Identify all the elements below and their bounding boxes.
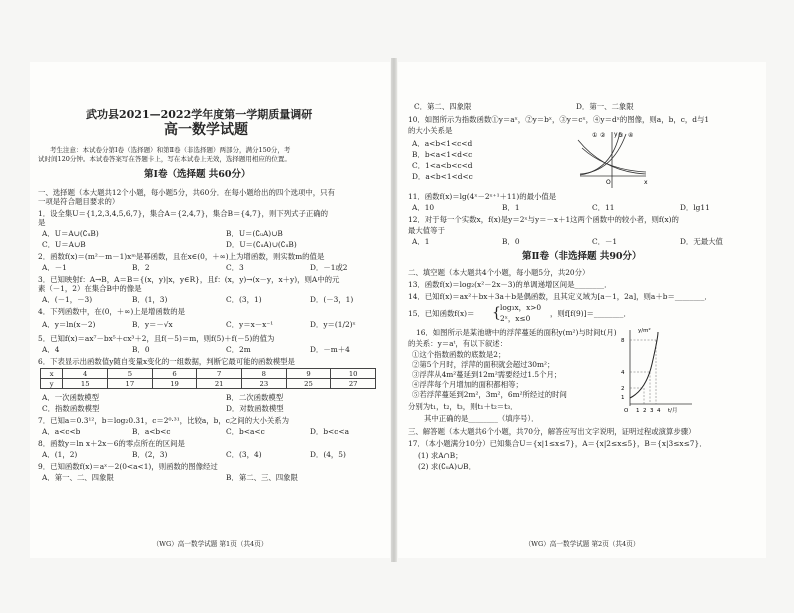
q2-option-b: B．2: [132, 263, 150, 272]
q16-stem-2: 的关系：y＝aᵗ，有以下叙述：: [408, 339, 508, 348]
q6-option-b: B．二次函数模型: [226, 393, 284, 402]
q15-case-1: log₃x，x>0: [500, 303, 542, 312]
q1-option-d: D．U＝(∁ᵤA)∪(∁ᵤB): [226, 240, 297, 249]
q3-option-d: D．(－3，1): [310, 295, 354, 304]
q15-case-2: 2ˣ，x≤0: [500, 314, 531, 323]
q10-option-d: D．a<b<1<d<c: [412, 172, 473, 181]
q10-exponential-figure: [572, 128, 652, 190]
left-page: [30, 62, 390, 558]
section1-text: 一、选择题（本大题共12个小题，每小题5分，共60分．在每小题给出的四个选项中，只有: [38, 188, 335, 197]
table-cell: 15: [63, 379, 108, 389]
q16-growth-figure: [616, 324, 698, 416]
q12-stem: 12．对于每一个实数x，f(x)是y＝2ˣ与y＝－x＋1这两个函数中的较小者，则f(x)的: [408, 215, 679, 224]
exam-subject: 高一数学试题: [164, 122, 248, 138]
table-cell: 7: [197, 369, 242, 379]
q5-option-a: A．4: [42, 345, 60, 354]
q4-option-b: B．y＝－√x: [132, 320, 173, 329]
q2-option-c: C．3: [226, 263, 244, 272]
q3-option-c: C．(3，1): [226, 295, 262, 304]
q5-stem: 5．已知f(x)＝ax⁷－bx⁵＋cx³＋2，且f(－5)＝m，则f(5)＋f(－5)的值为: [38, 334, 275, 343]
q10-stem-2: 的大小关系是: [408, 126, 453, 135]
figure-y-label: y: [614, 131, 618, 138]
table-cell: 21: [197, 379, 242, 389]
q16-statement: ③浮萍从4m²蔓延到12m²需要经过1.5个月；: [412, 370, 562, 379]
q8-option-c: C．(3，4): [226, 450, 262, 459]
table-cell: 23: [242, 379, 287, 389]
q5-option-d: D．－m＋4: [310, 345, 350, 354]
q14-stem: 14．已知f(x)＝ax²＋bx＋3a＋b是偶函数，且其定义域为[a－1，2a]，则a＋b＝________．: [408, 292, 712, 301]
figure-x-label: t/月: [668, 408, 678, 414]
page-fold: [391, 58, 397, 562]
figure-x-tick: 2: [643, 408, 647, 414]
q6-option-d: D．对数函数模型: [226, 404, 284, 413]
q15-brace: {: [492, 305, 501, 321]
figure-label: ④: [628, 132, 634, 139]
q16-answer-line: 其中正确的是________（填序号）．: [424, 414, 539, 423]
q12-option-b: B．0: [502, 237, 520, 246]
figure-y-tick: 8: [621, 338, 625, 344]
q6-data-table: [40, 368, 376, 389]
figure-origin: O: [606, 179, 611, 186]
q8-option-d: D．(4，5): [310, 450, 346, 459]
q7-option-b: B．a<b<c: [132, 427, 171, 436]
figure-y-tick: 4: [621, 370, 625, 376]
q9-option-a: A．第一、二、四象限: [42, 473, 114, 482]
table-cell: 8: [242, 369, 287, 379]
q2-stem: 2．函数f(x)＝(m²－m－1)xᵐ是幂函数，且在x∈(0，＋∞)上为增函数，则实数m的值是: [38, 252, 325, 261]
q4-option-c: C．y＝x－x⁻¹: [226, 320, 274, 329]
q16-statement: ⑤若浮萍蔓延到2m²，3m²，6m²所经过的时间: [412, 390, 567, 399]
q7-stem: 7．已知a＝0.3¹²，b＝log₂0.31，c＝2⁰·³¹，比较a，b，c之间的大小关系为: [38, 416, 290, 425]
q16-statement: ①这个指数函数的底数是2；: [412, 350, 506, 359]
q1-stem-2: 是: [38, 218, 46, 227]
q7-option-a: A．a<c<b: [42, 427, 81, 436]
q16-stem: 16．如图所示是某池塘中的浮萍蔓延的面积y(m²)与时间t(月): [416, 328, 617, 337]
q17-stem: 17．（本小题满分10分）已知集合U＝{x|1≤x≤7}，A＝{x|2≤x≤5}，B＝{x|3≤x≤7}．: [408, 439, 707, 448]
q9-option-d: D．第一、二象限: [576, 102, 634, 111]
q4-option-a: A．y＝ln(x－2): [42, 320, 96, 329]
figure-x-tick: 3: [650, 408, 654, 414]
figure-label: ③: [618, 132, 624, 139]
notice-line-1: 考生注意：本试卷分第Ⅰ卷（选择题）和第Ⅱ卷（非选择题）两部分，满分150分，考: [50, 146, 291, 154]
q3-option-b: B．(1，3): [132, 295, 168, 304]
section3-text: 三、解答题（本大题共6个小题，共70分，解答应写出文字说明，证明过程或演算步骤）: [408, 427, 696, 436]
table-cell: 10: [331, 369, 376, 379]
q1-option-a: A．U＝A∪(∁ᵤB): [42, 229, 99, 238]
q16-statement: ②第5个月时，浮萍的面积就会超过30m²；: [412, 360, 555, 369]
q1-stem: 1．设全集U＝{1,2,3,4,5,6,7}，集合A＝{2,4,7}，集合B＝{4,7}，则下列式子正确的: [38, 209, 329, 218]
q10-option-c: C．1<a<b<c<d: [412, 161, 473, 170]
table-cell: 19: [152, 379, 197, 389]
q11-option-b: B．1: [502, 203, 520, 212]
figure-y-label: y/m²: [638, 328, 651, 334]
q8-option-a: A．(1，2): [42, 450, 78, 459]
figure-label: ②: [600, 132, 606, 139]
figure-y-tick: 1: [621, 395, 625, 401]
q3-stem-2: 素（－1，2）在集合B中的像是: [38, 284, 142, 293]
section2-text: 二、填空题（本大题共4个小题，每小题5分，共20分）: [408, 268, 590, 277]
page-footer: （WG）高一数学试题 第2页（共4页）: [524, 540, 640, 548]
q9-option-b: B．第二、三、四象限: [226, 473, 298, 482]
q15-stem: 15．已知函数f(x)＝: [408, 309, 475, 318]
q8-stem: 8．函数y＝ln x＋2x－6的零点所在的区间是: [38, 439, 185, 448]
page-footer: （WG）高一数学试题 第1页（共4页）: [152, 540, 268, 548]
table-cell: 25: [286, 379, 331, 389]
table-cell: 27: [331, 379, 376, 389]
q12-option-c: C．－1: [592, 237, 618, 246]
q10-stem: 10．如图所示为指数函数①y＝aˣ，②y＝bˣ，③y＝cˣ，④y＝dˣ的图像，则a，b，c，d与1: [408, 115, 710, 124]
q6-option-c: C．指数函数模型: [42, 404, 100, 413]
part2-heading: 第Ⅱ卷（非选择题 共90分）: [522, 251, 642, 262]
q13-stem: 13．函数f(x)＝log₂(x²－2x－3)的单调递增区间是________．: [408, 280, 612, 289]
part1-heading: 第Ⅰ卷（选择题 共60分）: [144, 169, 251, 180]
q17-part-2: (2) 求(∁ᵤA)∪B．: [418, 462, 476, 471]
exam-title: 武功县2021—2022学年度第一学期质量调研: [86, 108, 313, 121]
table-cell: 4: [63, 369, 108, 379]
q3-stem: 3．已知映射f：A→B，A＝B＝{(x，y)|x，y∈R}，且f：(x，y)→(x－y，x＋y)，则A中的元: [38, 275, 340, 284]
q12-option-d: D．无最大值: [680, 237, 723, 246]
q11-stem: 11．函数f(x)＝lg(4ˣ－2ˣ⁺¹＋11)的最小值是: [408, 192, 557, 201]
q8-option-b: B．(2，3): [132, 450, 168, 459]
q1-option-c: C．U＝A∪B: [42, 240, 86, 249]
figure-origin: O: [624, 408, 629, 414]
notice-line-2: 试时间120分钟。本试卷答案写在答题卡上，写在本试卷上无效，选择题用相应的位置。: [38, 155, 291, 163]
q11-option-d: D．lg11: [680, 203, 710, 212]
q16-statement: 分别为t₁，t₂，t₃，则t₁＋t₂＝t₃．: [408, 402, 518, 411]
q5-option-c: C．2m: [226, 345, 251, 354]
q4-stem: 4．下列函数中，在(0，＋∞)上是增函数的是: [38, 307, 185, 316]
figure-x-label: x: [644, 179, 648, 186]
table-cell: y: [41, 379, 63, 389]
q12-option-a: A．1: [412, 237, 430, 246]
q7-option-d: D．b<c<a: [310, 427, 349, 436]
q9-stem: 9．已知函数f(x)＝aˣ－2(0<a<1)，则函数的图像经过: [38, 462, 218, 471]
q2-option-d: D．－1或2: [310, 263, 348, 272]
right-page: [398, 62, 766, 558]
q17-part-1: (1) 求A∩B；: [418, 451, 463, 460]
q5-option-b: B．0: [132, 345, 150, 354]
q9-option-c: C．第二、四象限: [414, 102, 472, 111]
figure-label: ①: [592, 132, 598, 139]
q1-option-b: B．U＝(∁ᵤA)∪B: [226, 229, 283, 238]
q6-option-a: A．一次函数模型: [42, 393, 100, 402]
q11-option-c: C．11: [592, 203, 615, 212]
figure-y-tick: 2: [621, 386, 625, 392]
section1-text-2: 一项是符合题目要求的）: [38, 197, 120, 206]
q7-option-c: C．b<a<c: [226, 427, 265, 436]
figure-x-tick: 4: [657, 408, 661, 414]
q6-stem: 6．下表显示出函数值y随自变量x变化的一组数据，判断它最可能的函数模型是: [38, 357, 295, 366]
figure-x-tick: 1: [636, 408, 640, 414]
q12-stem-2: 最大值等于: [408, 226, 445, 235]
q10-option-a: A．a<b<1<c<d: [412, 139, 473, 148]
q15-stem-2: ，则f[f(9)]＝________．: [550, 309, 631, 318]
table-cell: 17: [108, 379, 153, 389]
table-row: [41, 379, 376, 389]
q10-option-b: B．b<a<1<d<c: [412, 150, 473, 159]
table-row: [41, 369, 376, 379]
table-cell: 9: [286, 369, 331, 379]
q16-statement: ④浮萍每个月增加的面积都相等；: [412, 380, 523, 389]
table-cell: x: [41, 369, 63, 379]
q11-option-a: A．10: [412, 203, 435, 212]
q4-option-d: D．y＝(1/2)ˣ: [310, 320, 356, 329]
table-cell: 5: [108, 369, 153, 379]
q3-option-a: A．(－1，－3): [42, 295, 93, 304]
table-cell: 6: [152, 369, 197, 379]
q2-option-a: A．－1: [42, 263, 67, 272]
